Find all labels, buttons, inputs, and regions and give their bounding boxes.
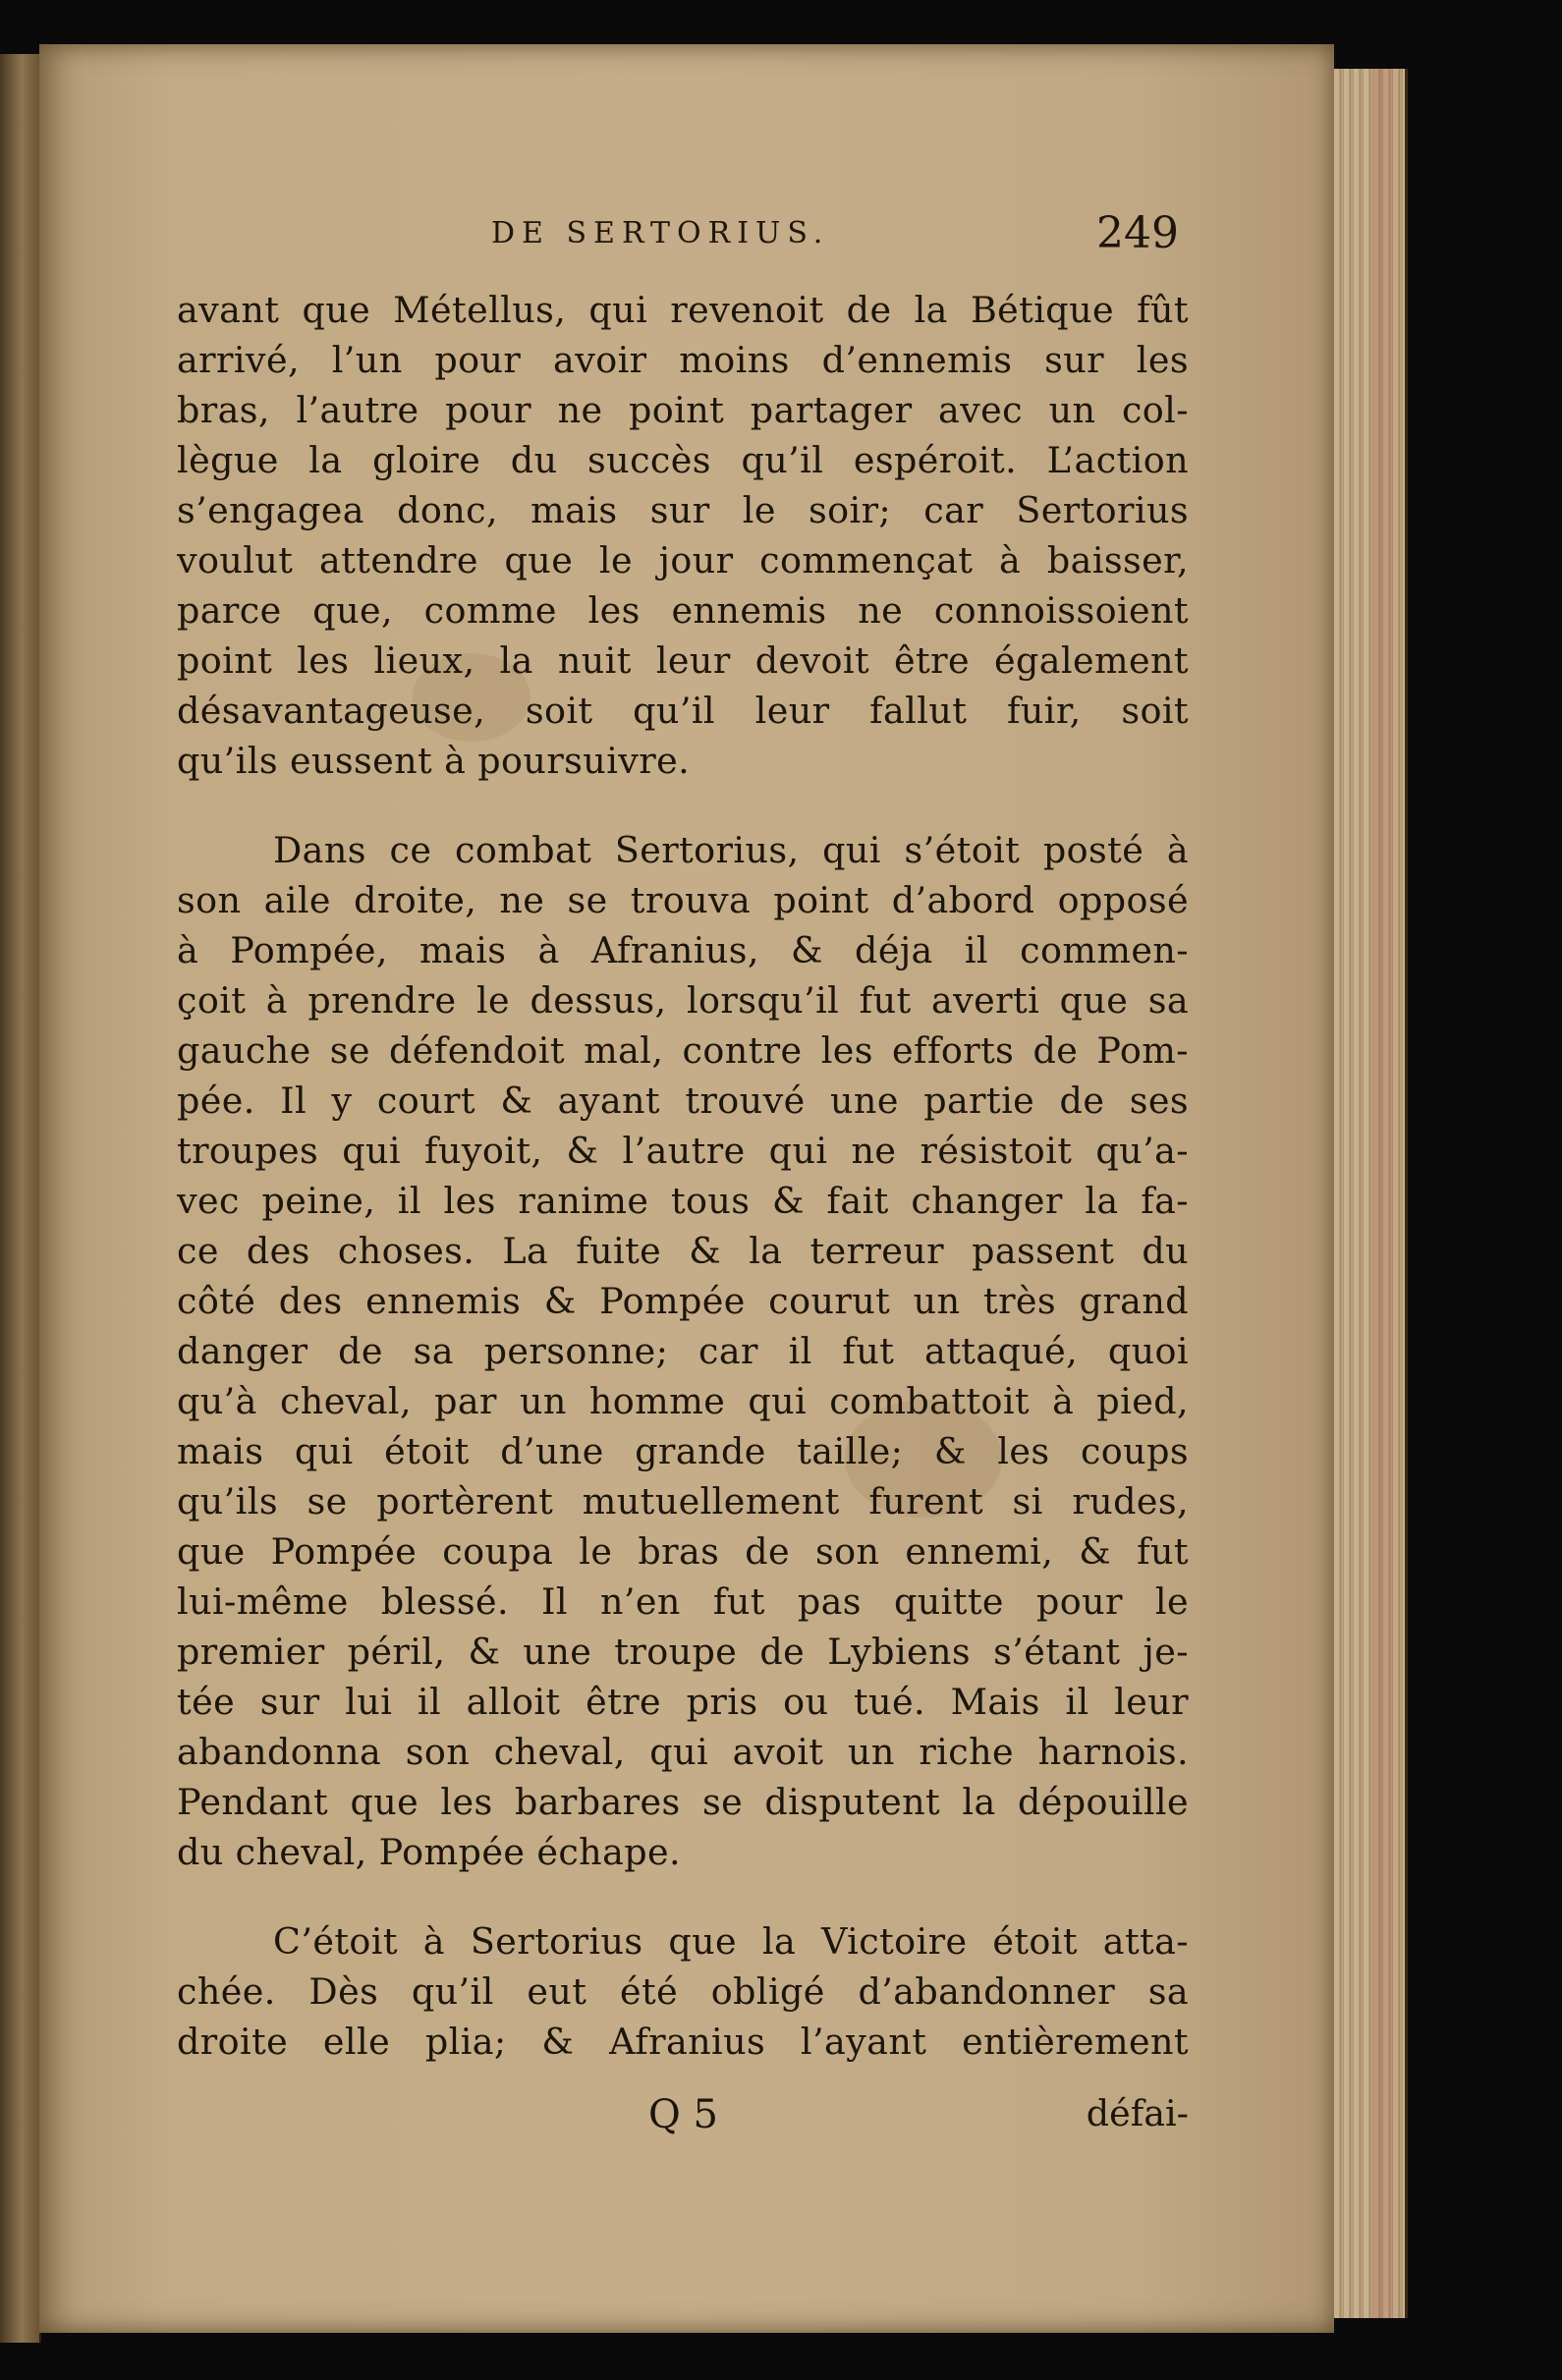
- text-line: tée sur lui il alloit être pris ou tué. Mais il leur: [177, 1681, 1189, 1723]
- text-line: du cheval, Pompée échape.: [177, 1831, 681, 1873]
- text-line: premier péril, & une troupe de Lybiens s’étant je-: [177, 1631, 1189, 1673]
- text-line: son aile droite, ne se trouva point d’abord opposé: [177, 879, 1189, 921]
- text-line: ce des choses. La fuite & la terreur passent du: [177, 1230, 1189, 1272]
- text-line: çoit à prendre le dessus, lorsqu’il fut averti que sa: [177, 979, 1189, 1022]
- text-line: avant que Métellus, qui revenoit de la Bétique fût: [177, 289, 1189, 331]
- text-line: Pendant que les barbares se disputent la dépouille: [177, 1781, 1189, 1823]
- text-line: mais qui étoit d’une grande taille; & les coups: [177, 1430, 1189, 1472]
- running-head: DE SERTORIUS.: [491, 216, 830, 250]
- text-line: voulut attendre que le jour commençat à baisser,: [177, 539, 1189, 581]
- text-line: s’engagea donc, mais sur le soir; car Sertorius: [177, 489, 1189, 531]
- text-line: chée. Dès qu’il eut été obligé d’abandonner sa: [177, 1970, 1189, 2013]
- text-line: arrivé, l’un pour avoir moins d’ennemis sur les: [177, 339, 1189, 381]
- text-line: C’étoit à Sertorius que la Victoire étoit atta-: [273, 1920, 1189, 1963]
- text-line: troupes qui fuyoit, & l’autre qui ne résistoit qu’a-: [177, 1130, 1189, 1172]
- text-line: qu’à cheval, par un homme qui combattoit à pied,: [177, 1380, 1189, 1422]
- text-line: Dans ce combat Sertorius, qui s’étoit posté à: [273, 829, 1189, 871]
- text-line: gauche se défendoit mal, contre les efforts de Pom-: [177, 1029, 1189, 1072]
- page-header: [177, 208, 1179, 267]
- text-line: point les lieux, la nuit leur devoit être également: [177, 639, 1189, 682]
- text-line: vec peine, il les ranime tous & fait changer la fa-: [177, 1180, 1189, 1222]
- text-line: parce que, comme les ennemis ne connoissoient: [177, 589, 1189, 632]
- signature-mark: Q 5: [648, 2092, 718, 2137]
- text-line: abandonna son cheval, qui avoit un riche harnois.: [177, 1731, 1189, 1773]
- text-line: pée. Il y court & ayant trouvé une partie de ses: [177, 1079, 1189, 1122]
- text-line: droite elle plia; & Afranius l’ayant entièrement: [177, 2020, 1189, 2063]
- text-line: lui-même blessé. Il n’en fut pas quitte pour le: [177, 1580, 1189, 1623]
- text-line: désavantageuse, soit qu’il leur fallut fuir, soit: [177, 690, 1189, 732]
- text-line: danger de sa personne; car il fut attaqué, quoi: [177, 1330, 1189, 1372]
- paragraph: [177, 1916, 1189, 2067]
- text-line: côté des ennemis & Pompée courut un très grand: [177, 1280, 1189, 1322]
- body-text: [177, 285, 1189, 2067]
- text-line: que Pompée coupa le bras de son ennemi, & fut: [177, 1530, 1189, 1573]
- catchword: défai-: [1086, 2092, 1189, 2134]
- paragraph: [177, 825, 1189, 1877]
- page-number: 249: [1096, 208, 1179, 258]
- text-line: qu’ils eussent à poursuivre.: [177, 740, 691, 782]
- text-line: lègue la gloire du succès qu’il espéroit. L’action: [177, 439, 1189, 481]
- paragraph: [177, 285, 1189, 786]
- text-line: qu’ils se portèrent mutuellement furent si rudes,: [177, 1480, 1189, 1522]
- page-block-edges: [1334, 69, 1408, 2318]
- text-line: à Pompée, mais à Afranius, & déja il commen-: [177, 929, 1189, 971]
- page-footer: [177, 2092, 1189, 2151]
- text-line: bras, l’autre pour ne point partager avec un col-: [177, 389, 1189, 431]
- facing-page-edge: [0, 54, 41, 2343]
